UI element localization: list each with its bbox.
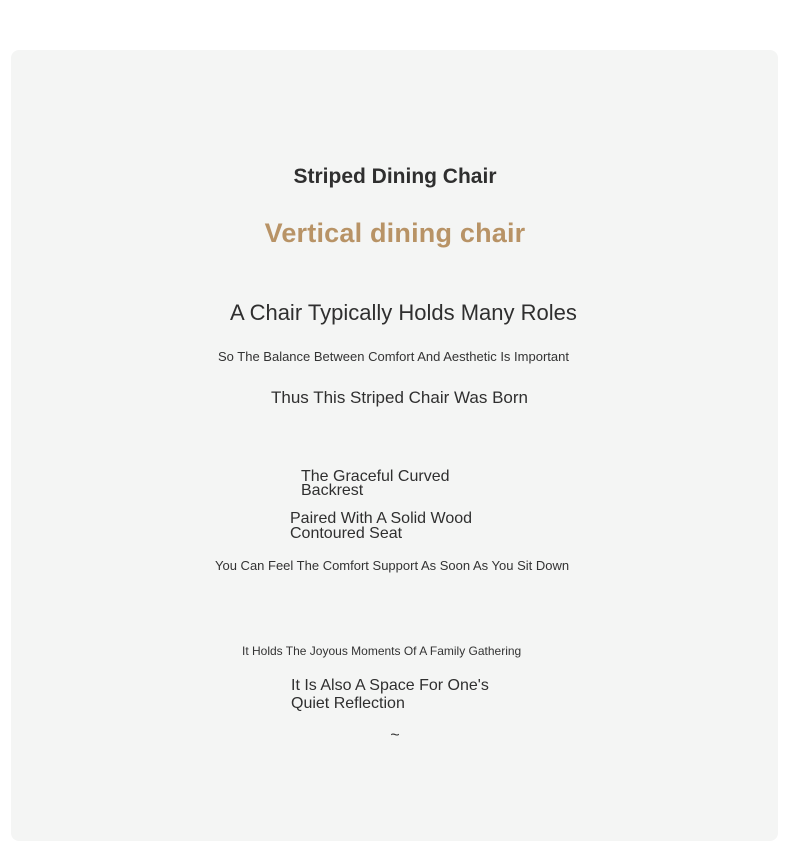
comfort-text: You Can Feel The Comfort Support As Soon As You Sit Down (215, 558, 570, 573)
reflection-text: It Is Also A Space For One's Quiet Reflection (291, 677, 489, 712)
product-subtitle: Vertical dining chair (264, 218, 526, 248)
product-title: Striped Dining Chair (293, 165, 497, 188)
family-text: It Holds The Joyous Moments Of A Family Gathering (242, 644, 522, 658)
roles-heading: A Chair Typically Holds Many Roles (230, 300, 577, 325)
tilde-divider: ~ (390, 727, 400, 744)
born-text: Thus This Striped Chair Was Born (271, 388, 528, 407)
backrest-text: The Graceful Curved Backrest (301, 468, 450, 499)
balance-text: So The Balance Between Comfort And Aesthetic Is Important (218, 349, 569, 364)
seat-text: Paired With A Solid Wood Contoured Seat (290, 510, 473, 542)
